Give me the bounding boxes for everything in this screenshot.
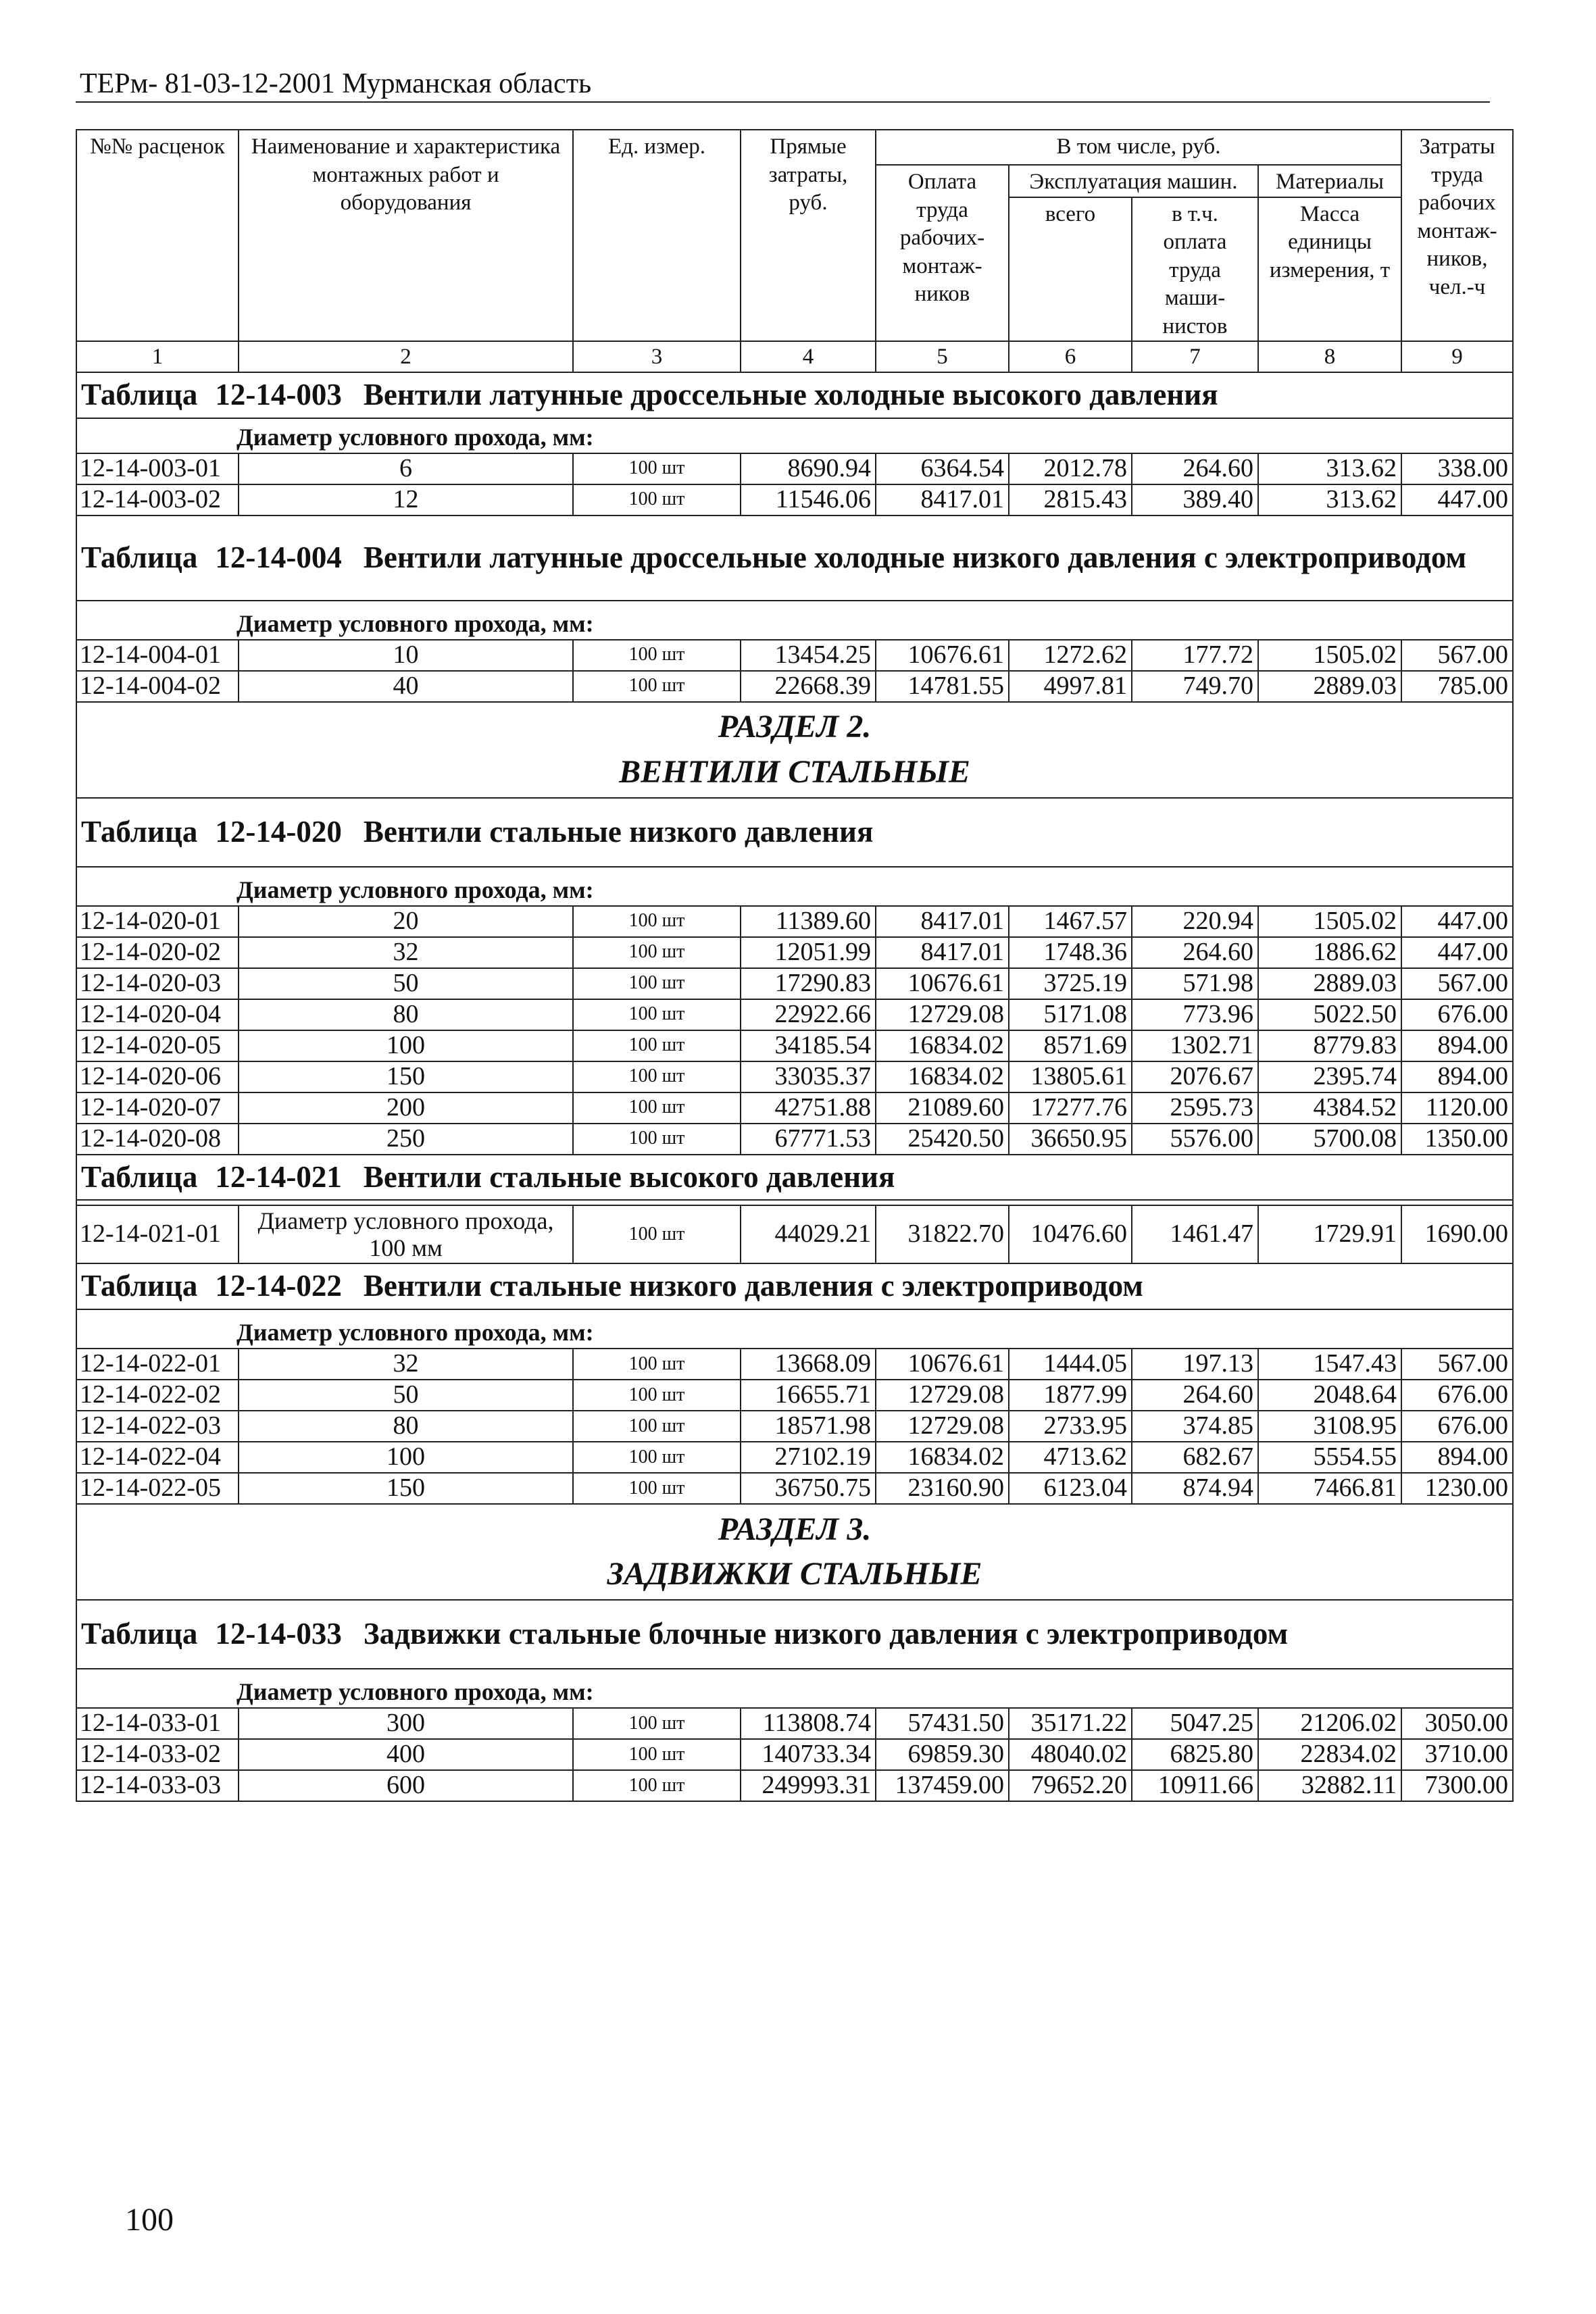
table-title xyxy=(76,798,1513,867)
labor-cell: 16834.02 xyxy=(876,1030,1009,1061)
diameter-subheading-row xyxy=(76,418,1513,453)
page-number: 100 xyxy=(125,2202,174,2238)
table-title-text: Задвижки стальные блочные низкого давления с электроприводом xyxy=(363,1617,1289,1651)
diameter-subheading: Диаметр условного прохода, мм: xyxy=(76,867,1513,906)
mach-cell: 8571.69 xyxy=(1009,1030,1132,1061)
table-title xyxy=(76,372,1513,418)
labor-cell: 8417.01 xyxy=(876,484,1009,515)
mach-cell: 6123.04 xyxy=(1009,1473,1132,1504)
unit-cell: 100 шт xyxy=(573,1411,741,1442)
column-number: 8 xyxy=(1258,341,1401,372)
direct-cell: 16655.71 xyxy=(741,1380,876,1411)
table-title-row xyxy=(76,372,1513,418)
mass-cell: 5022.50 xyxy=(1258,999,1401,1030)
unit-cell: 100 шт xyxy=(573,671,741,702)
header-row-1 xyxy=(76,130,1513,165)
diameter-cell: Диаметр условного прохода, 100 мм xyxy=(239,1205,573,1263)
mach-labor-cell: 749.70 xyxy=(1132,671,1258,702)
header-rule xyxy=(76,101,1490,103)
table-title xyxy=(76,1155,1513,1200)
code-cell: 12-14-020-06 xyxy=(76,1061,239,1092)
table-number: 12-14-021 xyxy=(215,1159,342,1194)
table-title-row xyxy=(76,515,1513,601)
section-heading xyxy=(76,1504,1513,1600)
col-header-name: Наименование и характеристика монтажных работ и оборудования xyxy=(239,130,573,341)
mass-cell: 21206.02 xyxy=(1258,1708,1401,1739)
labor-cell: 23160.90 xyxy=(876,1473,1009,1504)
mach-labor-cell: 264.60 xyxy=(1132,1380,1258,1411)
price-table-frame xyxy=(76,129,1512,1802)
table-title-text: Вентили латунные дроссельные холодные высокого давления xyxy=(363,378,1218,412)
table-number: 12-14-033 xyxy=(215,1617,342,1651)
labor-cell: 6364.54 xyxy=(876,453,1009,484)
diameter-cell: 40 xyxy=(239,671,573,702)
unit-cell: 100 шт xyxy=(573,1739,741,1770)
table-number: 12-14-020 xyxy=(215,815,342,849)
labor-cell: 12729.08 xyxy=(876,1380,1009,1411)
table-title-prefix: Таблица xyxy=(81,815,198,849)
col-header-machinist-pay: в т.ч. оплата труда маши-нистов xyxy=(1132,197,1258,342)
mach-cell: 2012.78 xyxy=(1009,453,1132,484)
direct-cell: 36750.75 xyxy=(741,1473,876,1504)
table-row xyxy=(76,671,1513,702)
diameter-cell: 20 xyxy=(239,906,573,937)
diameter-cell: 50 xyxy=(239,968,573,999)
column-number: 9 xyxy=(1401,341,1513,372)
mach-cell: 1272.62 xyxy=(1009,640,1132,671)
direct-cell: 67771.53 xyxy=(741,1124,876,1155)
mach-cell: 35171.22 xyxy=(1009,1708,1132,1739)
diameter-cell: 600 xyxy=(239,1770,573,1801)
unit-cell: 100 шт xyxy=(573,1442,741,1473)
mass-cell: 1729.91 xyxy=(1258,1205,1401,1263)
mach-cell: 1877.99 xyxy=(1009,1380,1132,1411)
code-cell: 12-14-033-03 xyxy=(76,1770,239,1801)
table-title-text: Вентили стальные низкого давления xyxy=(363,815,874,849)
section-number: РАЗДЕЛ 2. xyxy=(718,709,872,745)
table-title-row xyxy=(76,1600,1513,1669)
unit-cell: 100 шт xyxy=(573,937,741,968)
mach-labor-cell: 264.60 xyxy=(1132,937,1258,968)
unit-cell: 100 шт xyxy=(573,968,741,999)
table-number: 12-14-022 xyxy=(215,1269,342,1303)
col-header-group: В том числе, руб. xyxy=(876,130,1401,165)
code-cell: 12-14-020-04 xyxy=(76,999,239,1030)
code-cell: 12-14-020-03 xyxy=(76,968,239,999)
table-title-row xyxy=(76,1263,1513,1309)
section-number: РАЗДЕЛ 3. xyxy=(718,1511,872,1547)
unit-cell: 100 шт xyxy=(573,1473,741,1504)
mach-cell: 2733.95 xyxy=(1009,1411,1132,1442)
hours-cell: 894.00 xyxy=(1401,1442,1513,1473)
table-row xyxy=(76,1708,1513,1739)
column-numbers-row xyxy=(76,341,1513,372)
labor-cell: 16834.02 xyxy=(876,1061,1009,1092)
section-title: ЗАДВИЖКИ СТАЛЬНЫЕ xyxy=(607,1555,982,1592)
direct-cell: 42751.88 xyxy=(741,1092,876,1124)
diameter-cell: 50 xyxy=(239,1380,573,1411)
mach-labor-cell: 1302.71 xyxy=(1132,1030,1258,1061)
mass-cell: 1547.43 xyxy=(1258,1349,1401,1380)
diameter-cell: 200 xyxy=(239,1092,573,1124)
table-row xyxy=(76,1411,1513,1442)
hours-cell: 676.00 xyxy=(1401,1411,1513,1442)
mach-labor-cell: 389.40 xyxy=(1132,484,1258,515)
mass-cell: 2889.03 xyxy=(1258,671,1401,702)
col-header-labor-pay: Оплата труда рабочих-монтаж-ников xyxy=(876,165,1009,341)
column-number: 3 xyxy=(573,341,741,372)
hours-cell: 894.00 xyxy=(1401,1061,1513,1092)
direct-cell: 33035.37 xyxy=(741,1061,876,1092)
unit-cell: 100 шт xyxy=(573,999,741,1030)
code-cell: 12-14-022-01 xyxy=(76,1349,239,1380)
col-header-materials: Материалы xyxy=(1258,165,1401,197)
diameter-cell: 100 xyxy=(239,1442,573,1473)
spacer-row xyxy=(76,1200,1513,1205)
diameter-subheading-row xyxy=(76,867,1513,906)
code-cell: 12-14-021-01 xyxy=(76,1205,239,1263)
labor-cell: 10676.61 xyxy=(876,640,1009,671)
code-cell: 12-14-020-07 xyxy=(76,1092,239,1124)
code-cell: 12-14-022-02 xyxy=(76,1380,239,1411)
unit-cell: 100 шт xyxy=(573,906,741,937)
mach-cell: 4713.62 xyxy=(1009,1442,1132,1473)
code-cell: 12-14-004-02 xyxy=(76,671,239,702)
diameter-cell: 12 xyxy=(239,484,573,515)
code-cell: 12-14-033-01 xyxy=(76,1708,239,1739)
table-title-prefix: Таблица xyxy=(81,378,198,412)
labor-cell: 12729.08 xyxy=(876,1411,1009,1442)
hours-cell: 567.00 xyxy=(1401,968,1513,999)
column-number: 5 xyxy=(876,341,1009,372)
labor-cell: 21089.60 xyxy=(876,1092,1009,1124)
table-row xyxy=(76,640,1513,671)
mach-labor-cell: 2595.73 xyxy=(1132,1092,1258,1124)
direct-cell: 13668.09 xyxy=(741,1349,876,1380)
column-number: 2 xyxy=(239,341,573,372)
table-row xyxy=(76,1473,1513,1504)
diameter-cell: 100 xyxy=(239,1030,573,1061)
column-number: 4 xyxy=(741,341,876,372)
table-title-prefix: Таблица xyxy=(81,1159,198,1194)
diameter-cell: 250 xyxy=(239,1124,573,1155)
mach-cell: 36650.95 xyxy=(1009,1124,1132,1155)
direct-cell: 18571.98 xyxy=(741,1411,876,1442)
mach-cell: 79652.20 xyxy=(1009,1770,1132,1801)
mach-cell: 4997.81 xyxy=(1009,671,1132,702)
diameter-subheading-row xyxy=(76,1309,1513,1349)
hours-cell: 567.00 xyxy=(1401,640,1513,671)
table-title-text: Вентили стальные низкого давления с электроприводом xyxy=(363,1269,1143,1303)
unit-cell: 100 шт xyxy=(573,1205,741,1263)
mach-labor-cell: 6825.80 xyxy=(1132,1739,1258,1770)
direct-cell: 17290.83 xyxy=(741,968,876,999)
col-header-code: №№ расценок xyxy=(76,130,239,341)
labor-cell: 57431.50 xyxy=(876,1708,1009,1739)
mach-cell: 13805.61 xyxy=(1009,1061,1132,1092)
direct-cell: 8690.94 xyxy=(741,453,876,484)
mach-cell: 10476.60 xyxy=(1009,1205,1132,1263)
mass-cell: 313.62 xyxy=(1258,484,1401,515)
mass-cell: 32882.11 xyxy=(1258,1770,1401,1801)
direct-cell: 11389.60 xyxy=(741,906,876,937)
section-heading xyxy=(76,702,1513,798)
direct-cell: 22668.39 xyxy=(741,671,876,702)
hours-cell: 1690.00 xyxy=(1401,1205,1513,1263)
column-number: 1 xyxy=(76,341,239,372)
table-row xyxy=(76,1770,1513,1801)
col-header-machines-total: всего xyxy=(1009,197,1132,342)
direct-cell: 22922.66 xyxy=(741,999,876,1030)
labor-cell: 14781.55 xyxy=(876,671,1009,702)
mach-labor-cell: 5047.25 xyxy=(1132,1708,1258,1739)
table-title-text: Вентили латунные дроссельные холодные низкого давления с электроприводом xyxy=(363,540,1467,575)
unit-cell: 100 шт xyxy=(573,640,741,671)
diameter-cell: 80 xyxy=(239,1411,573,1442)
mach-labor-cell: 220.94 xyxy=(1132,906,1258,937)
table-row xyxy=(76,1442,1513,1473)
direct-cell: 11546.06 xyxy=(741,484,876,515)
hours-cell: 447.00 xyxy=(1401,484,1513,515)
diameter-subheading: Диаметр условного прохода, мм: xyxy=(76,601,1513,640)
code-cell: 12-14-020-02 xyxy=(76,937,239,968)
code-cell: 12-14-022-03 xyxy=(76,1411,239,1442)
code-cell: 12-14-020-01 xyxy=(76,906,239,937)
unit-cell: 100 шт xyxy=(573,1030,741,1061)
labor-cell: 31822.70 xyxy=(876,1205,1009,1263)
price-table xyxy=(76,129,1514,1802)
table-row xyxy=(76,999,1513,1030)
table-number: 12-14-003 xyxy=(215,378,342,412)
price-table-body xyxy=(76,130,1513,1801)
code-cell: 12-14-020-05 xyxy=(76,1030,239,1061)
table-number: 12-14-004 xyxy=(215,540,342,575)
unit-cell: 100 шт xyxy=(573,484,741,515)
mach-cell: 17277.76 xyxy=(1009,1092,1132,1124)
table-row xyxy=(76,1092,1513,1124)
col-header-exploitation: Эксплуатация машин. xyxy=(1009,165,1258,197)
mach-labor-cell: 177.72 xyxy=(1132,640,1258,671)
labor-cell: 25420.50 xyxy=(876,1124,1009,1155)
mach-cell: 1467.57 xyxy=(1009,906,1132,937)
mach-labor-cell: 2076.67 xyxy=(1132,1061,1258,1092)
direct-cell: 44029.21 xyxy=(741,1205,876,1263)
unit-cell: 100 шт xyxy=(573,1061,741,1092)
table-row xyxy=(76,1349,1513,1380)
mass-cell: 5554.55 xyxy=(1258,1442,1401,1473)
diameter-cell: 150 xyxy=(239,1473,573,1504)
section-heading-row xyxy=(76,702,1513,798)
direct-cell: 27102.19 xyxy=(741,1442,876,1473)
hours-cell: 785.00 xyxy=(1401,671,1513,702)
col-header-unit-mass: Масса единицы измерения, т xyxy=(1258,197,1401,342)
diameter-cell: 32 xyxy=(239,1349,573,1380)
direct-cell: 249993.31 xyxy=(741,1770,876,1801)
unit-cell: 100 шт xyxy=(573,1092,741,1124)
diameter-cell: 6 xyxy=(239,453,573,484)
mach-labor-cell: 264.60 xyxy=(1132,453,1258,484)
labor-cell: 10676.61 xyxy=(876,1349,1009,1380)
table-row xyxy=(76,1124,1513,1155)
col-header-labor-hours: Затраты труда рабочих монтаж-ников, чел.-ч xyxy=(1401,130,1513,341)
mach-labor-cell: 374.85 xyxy=(1132,1411,1258,1442)
table-title xyxy=(76,1600,1513,1669)
hours-cell: 567.00 xyxy=(1401,1349,1513,1380)
hours-cell: 338.00 xyxy=(1401,453,1513,484)
diameter-cell: 80 xyxy=(239,999,573,1030)
diameter-subheading: Диаметр условного прохода, мм: xyxy=(76,418,1513,453)
code-cell: 12-14-003-01 xyxy=(76,453,239,484)
mass-cell: 22834.02 xyxy=(1258,1739,1401,1770)
diameter-cell: 150 xyxy=(239,1061,573,1092)
labor-cell: 137459.00 xyxy=(876,1770,1009,1801)
mach-cell: 2815.43 xyxy=(1009,484,1132,515)
labor-cell: 8417.01 xyxy=(876,937,1009,968)
unit-cell: 100 шт xyxy=(573,1708,741,1739)
mach-labor-cell: 773.96 xyxy=(1132,999,1258,1030)
hours-cell: 894.00 xyxy=(1401,1030,1513,1061)
unit-cell: 100 шт xyxy=(573,453,741,484)
table-title-text: Вентили стальные высокого давления xyxy=(363,1159,895,1194)
mass-cell: 313.62 xyxy=(1258,453,1401,484)
diameter-cell: 300 xyxy=(239,1708,573,1739)
unit-cell: 100 шт xyxy=(573,1349,741,1380)
hours-cell: 1230.00 xyxy=(1401,1473,1513,1504)
mass-cell: 3108.95 xyxy=(1258,1411,1401,1442)
mass-cell: 5700.08 xyxy=(1258,1124,1401,1155)
mach-labor-cell: 682.67 xyxy=(1132,1442,1258,1473)
table-row xyxy=(76,484,1513,515)
labor-cell: 10676.61 xyxy=(876,968,1009,999)
table-row xyxy=(76,906,1513,937)
mass-cell: 1886.62 xyxy=(1258,937,1401,968)
hours-cell: 7300.00 xyxy=(1401,1770,1513,1801)
diameter-cell: 10 xyxy=(239,640,573,671)
mach-labor-cell: 5576.00 xyxy=(1132,1124,1258,1155)
mass-cell: 2889.03 xyxy=(1258,968,1401,999)
table-title-prefix: Таблица xyxy=(81,1269,198,1303)
col-header-direct-costs: Прямые затраты, руб. xyxy=(741,130,876,341)
mass-cell: 8779.83 xyxy=(1258,1030,1401,1061)
hours-cell: 676.00 xyxy=(1401,999,1513,1030)
diameter-subheading-row xyxy=(76,601,1513,640)
hours-cell: 3710.00 xyxy=(1401,1739,1513,1770)
code-cell: 12-14-003-02 xyxy=(76,484,239,515)
table-title-prefix: Таблица xyxy=(81,540,198,575)
mach-cell: 1748.36 xyxy=(1009,937,1132,968)
table-row xyxy=(76,1061,1513,1092)
table-row xyxy=(76,1380,1513,1411)
code-cell: 12-14-004-01 xyxy=(76,640,239,671)
column-number: 7 xyxy=(1132,341,1258,372)
mass-cell: 2395.74 xyxy=(1258,1061,1401,1092)
table-title xyxy=(76,515,1513,601)
direct-cell: 140733.34 xyxy=(741,1739,876,1770)
diameter-subheading: Диаметр условного прохода, мм: xyxy=(76,1309,1513,1349)
diameter-subheading: Диаметр условного прохода, мм: xyxy=(76,1669,1513,1708)
mach-cell: 5171.08 xyxy=(1009,999,1132,1030)
mass-cell: 2048.64 xyxy=(1258,1380,1401,1411)
direct-cell: 34185.54 xyxy=(741,1030,876,1061)
mass-cell: 1505.02 xyxy=(1258,906,1401,937)
mach-labor-cell: 874.94 xyxy=(1132,1473,1258,1504)
table-row xyxy=(76,937,1513,968)
table-title-row xyxy=(76,1155,1513,1200)
direct-cell: 113808.74 xyxy=(741,1708,876,1739)
unit-cell: 100 шт xyxy=(573,1124,741,1155)
code-cell: 12-14-020-08 xyxy=(76,1124,239,1155)
table-title-prefix: Таблица xyxy=(81,1617,198,1651)
diameter-cell: 32 xyxy=(239,937,573,968)
mach-cell: 48040.02 xyxy=(1009,1739,1132,1770)
labor-cell: 69859.30 xyxy=(876,1739,1009,1770)
hours-cell: 1350.00 xyxy=(1401,1124,1513,1155)
labor-cell: 16834.02 xyxy=(876,1442,1009,1473)
code-cell: 12-14-033-02 xyxy=(76,1739,239,1770)
table-title xyxy=(76,1263,1513,1309)
hours-cell: 447.00 xyxy=(1401,906,1513,937)
hours-cell: 3050.00 xyxy=(1401,1708,1513,1739)
direct-cell: 12051.99 xyxy=(741,937,876,968)
table-row xyxy=(76,1205,1513,1263)
column-number: 6 xyxy=(1009,341,1132,372)
table-row xyxy=(76,1739,1513,1770)
diameter-cell: 400 xyxy=(239,1739,573,1770)
spacer-cell xyxy=(76,1200,1513,1205)
labor-cell: 12729.08 xyxy=(876,999,1009,1030)
unit-cell: 100 шт xyxy=(573,1770,741,1801)
diameter-subheading-row xyxy=(76,1669,1513,1708)
col-header-unit: Ед. измер. xyxy=(573,130,741,341)
mach-cell: 3725.19 xyxy=(1009,968,1132,999)
unit-cell: 100 шт xyxy=(573,1380,741,1411)
table-title-row xyxy=(76,798,1513,867)
hours-cell: 447.00 xyxy=(1401,937,1513,968)
table-row xyxy=(76,968,1513,999)
mach-cell: 1444.05 xyxy=(1009,1349,1132,1380)
mach-labor-cell: 1461.47 xyxy=(1132,1205,1258,1263)
labor-cell: 8417.01 xyxy=(876,906,1009,937)
code-cell: 12-14-022-04 xyxy=(76,1442,239,1473)
mass-cell: 1505.02 xyxy=(1258,640,1401,671)
table-row xyxy=(76,1030,1513,1061)
mach-labor-cell: 197.13 xyxy=(1132,1349,1258,1380)
section-title: ВЕНТИЛИ СТАЛЬНЫЕ xyxy=(619,753,970,790)
hours-cell: 676.00 xyxy=(1401,1380,1513,1411)
section-heading-row xyxy=(76,1504,1513,1600)
code-cell: 12-14-022-05 xyxy=(76,1473,239,1504)
mass-cell: 4384.52 xyxy=(1258,1092,1401,1124)
mach-labor-cell: 571.98 xyxy=(1132,968,1258,999)
mass-cell: 7466.81 xyxy=(1258,1473,1401,1504)
table-row xyxy=(76,453,1513,484)
mach-labor-cell: 10911.66 xyxy=(1132,1770,1258,1801)
document-header: ТЕРм- 81-03-12-2001 Мурманская область xyxy=(80,68,592,99)
hours-cell: 1120.00 xyxy=(1401,1092,1513,1124)
direct-cell: 13454.25 xyxy=(741,640,876,671)
